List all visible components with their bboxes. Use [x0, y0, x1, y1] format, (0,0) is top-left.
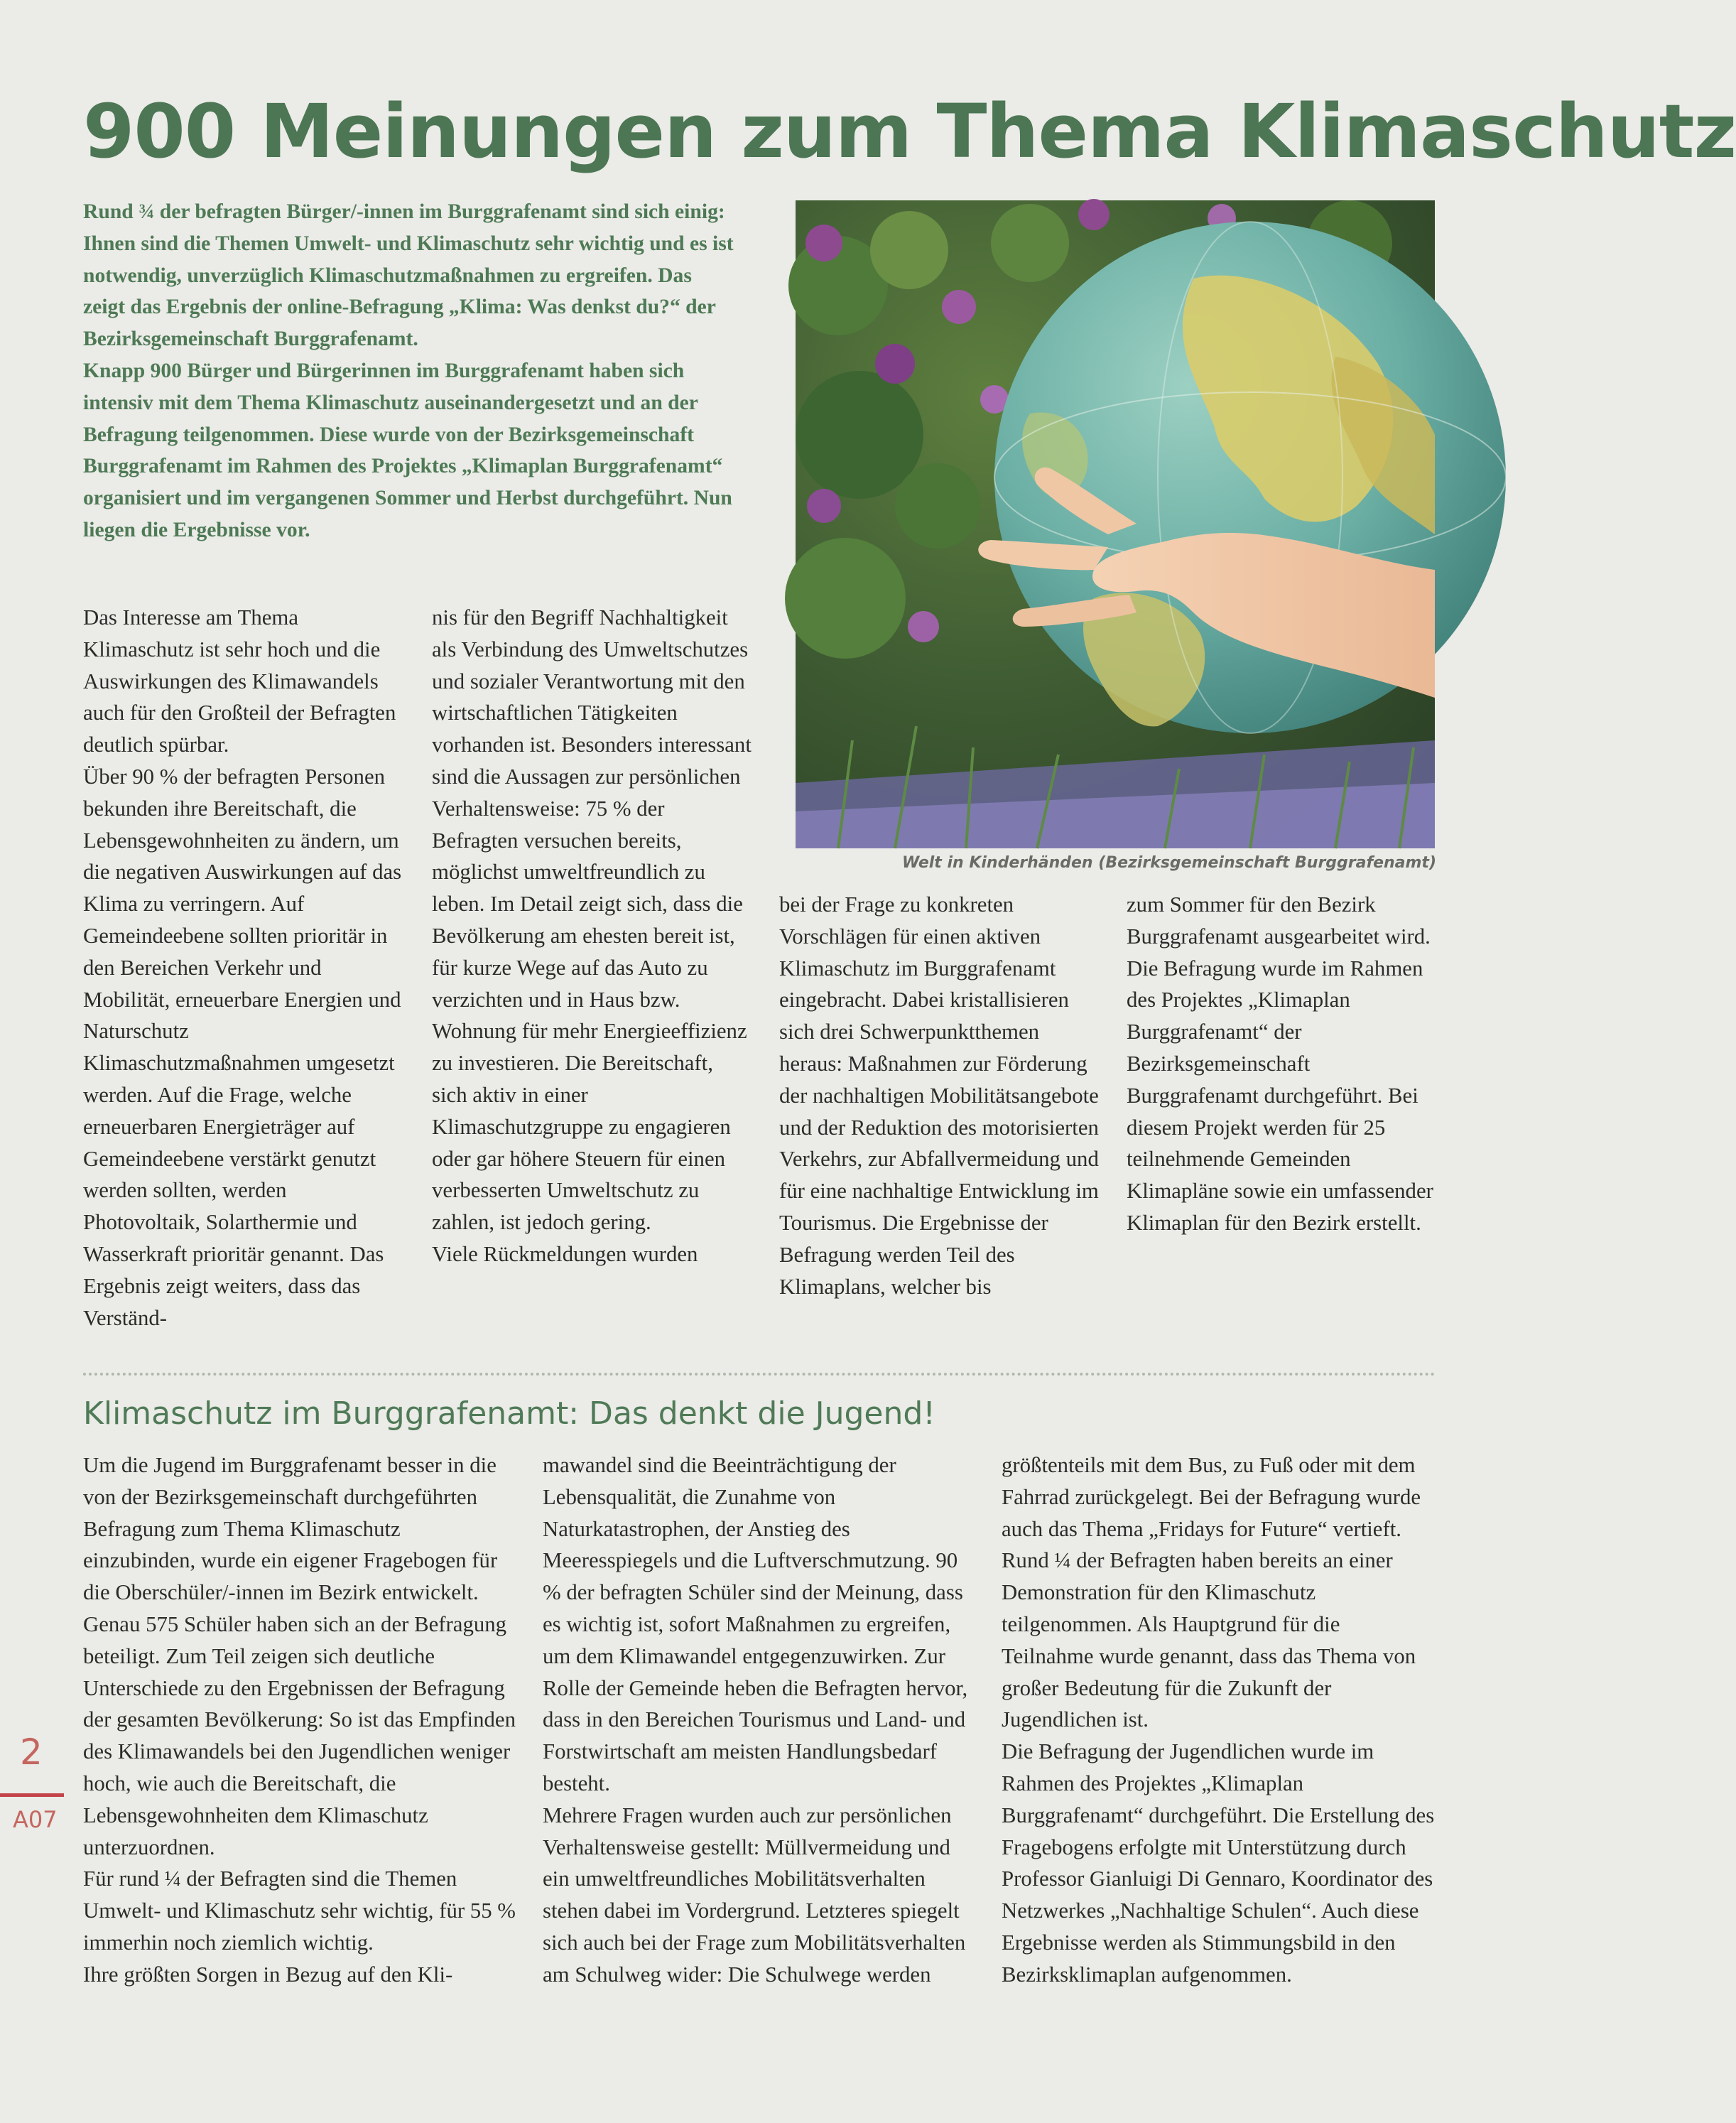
youth-section-title: Klimaschutz im Burggrafenamt: Das denkt die Jugend!	[83, 1395, 935, 1432]
body-paragraph: Viele Rückmeldungen wurden	[432, 1241, 698, 1266]
page-code: A07	[13, 1806, 58, 1833]
body-paragraph: Das Interesse am Thema Klimaschutz ist sehr hoch und die Auswirkungen des Klimawandels auch für den Großteil der Befragten deutlich spürbar.	[83, 605, 396, 757]
image-caption: Welt in Kinderhänden (Bezirksgemeinschaft Burggrafenamt)	[901, 854, 1436, 872]
section-divider	[83, 1373, 1436, 1376]
body-paragraph: Um die Jugend im Burggrafenamt besser in die von der Bezirksgemeinschaft durchgeführten Befragung zum Thema Klimaschutz einzubinden, wurde ein eigener Fragebogen für die Oberschüler/-innen im Bezirk entwickelt. Genau 575 Schüler haben sich an der Befragung beteiligt. Zum Teil zeigen sich deutliche Unterschiede zu den Ergebnissen der Befragung der gesamten Bevölkerung: So ist das Empfinden des Klimawandels bei den Jugendlichen weniger hoch, wie auch die Bereitschaft, die Lebensgewohnheiten dem Klimaschutz unterzuordnen.	[83, 1453, 516, 1859]
globe-in-child-hands-image	[796, 200, 1435, 848]
article-column-1	[83, 602, 404, 1334]
body-paragraph: nis für den Begriff Nachhaltigkeit als Verbindung des Umweltschutzes und sozialer Verantwortung mit den wirtschaftlichen Tätigkeiten vorhanden ist. Besonders interessant sind die Aussagen zur persönlichen Verhaltensweise: 75 % der Befragten versuchen bereits, möglichst umweltfreundlich zu leben. Im Detail zeigt sich, dass die Bevölkerung am ehesten bereit ist, für kurze Wege auf das Auto zu verzichten und in Haus bzw. Wohnung für mehr Energieeffizienz zu investieren. Die Bereitschaft, sich aktiv in einer Klimaschutzgruppe zu engagieren oder gar höhere Steuern für einen verbesserten Umweltschutz zu zahlen, ist jedoch gering.	[432, 605, 752, 1235]
article-column-2	[432, 602, 752, 1270]
article-lead	[83, 196, 737, 546]
youth-column-1	[83, 1449, 518, 1991]
body-paragraph: Über 90 % der befragten Personen bekunden ihre Bereitschaft, die Lebensgewohnheiten zu ändern, um die negativen Auswirkungen auf das Klima zu verringern. Auf Gemeindeebene sollten prioritär in den Bereichen Verkehr und Mobilität, erneuerbare Energien und Naturschutz Klimaschutzmaßnahmen umgesetzt werden. Auf die Frage, welche erneuerbaren Energieträger auf Gemeindeebene verstärkt genutzt werden sollten, werden Photovoltaik, Solarthermie und Wasserkraft prioritär genannt. Das Ergebnis zeigt weiters, dass das Verständ-	[83, 764, 402, 1330]
page-marker-rule	[0, 1793, 64, 1797]
body-paragraph: größtenteils mit dem Bus, zu Fuß oder mit dem Fahrrad zurückgelegt. Bei der Befragung wurde auch das Thema „Fridays for Future“ vertieft. Rund ¼ der Befragten haben bereits an einer Demonstration für den Klimaschutz teilgenommen. Als Hauptgrund für die Teilnahme wurde genannt, dass das Thema von großer Bedeutung für die Zukunft der Jugendlichen ist.	[1002, 1453, 1421, 1732]
body-paragraph: Für rund ¼ der Befragten sind die Themen Umwelt- und Klimaschutz sehr wichtig, für 55 % immerhin noch ziemlich wichtig.	[83, 1867, 516, 1955]
youth-column-2	[543, 1449, 975, 1991]
article-column-4	[1127, 889, 1446, 1239]
page-number: 2	[20, 1732, 43, 1773]
lead-paragraph: Knapp 900 Bürger und Bürgerinnen im Burggrafenamt haben sich intensiv mit dem Thema Klimaschutz auseinandergesetzt und an der Befragung teilgenommen. Diese wurde von der Bezirksgemeinschaft Burggrafenamt im Rahmen des Projektes „Klimaplan Burggrafenamt“ organisiert und im vergangenen Sommer und Herbst durchgeführt. Nun liegen die Ergebnisse vor.	[83, 359, 732, 541]
body-paragraph: Die Befragung wurde im Rahmen des Projektes „Klimaplan Burggrafenamt“ der Bezirksgemeinschaft Burggrafenamt durchgeführt. Bei diesem Projekt werden für 25 teilnehmende Gemeinden Klimapläne sowie ein umfassender Klimaplan für den Bezirk erstellt.	[1127, 956, 1433, 1235]
lead-paragraph: Rund ¾ der befragten Bürger/-innen im Burggrafenamt sind sich einig: Ihnen sind die Themen Umwelt- und Klimaschutz sehr wichtig und es ist notwendig, unverzüglich Klimaschutzmaßnahmen zu ergreifen. Das zeigt das Ergebnis der online-Befragung „Klima: Was denkst du?“ der Bezirksgemeinschaft Burggrafenamt.	[83, 200, 734, 351]
body-paragraph: mawandel sind die Beeinträchtigung der Lebensqualität, die Zunahme von Naturkatastrophen, der Anstieg des Meeresspiegels und die Luftverschmutzung. 90 % der befragten Schüler sind der Meinung, dass es wichtig ist, sofort Maßnahmen zu ergreifen, um dem Klimawandel entgegenzuwirken. Zur Rolle der Gemeinde heben die Befragten hervor, dass in den Bereichen Tourismus und Land- und Forstwirtschaft am meisten Handlungsbedarf besteht.	[543, 1453, 968, 1795]
body-paragraph: Ihre größten Sorgen in Bezug auf den Kli-	[83, 1962, 453, 1987]
body-paragraph: zum Sommer für den Bezirk Burggrafenamt ausgearbeitet wird.	[1127, 892, 1431, 949]
body-paragraph: Die Befragung der Jugendlichen wurde im Rahmen des Projektes „Klimaplan Burggrafenamt“ durchgeführt. Die Erstellung des Fragebogens erfolgte mit Unterstützung durch Professor Gianluigi Di Gennaro, Koordinator des Netzwerkes „Nachhaltige Schulen“. Auch diese Ergebnisse werden als Stimmungsbild in den Bezirksklimaplan aufgenommen.	[1002, 1739, 1435, 1987]
youth-column-3	[1002, 1449, 1436, 1991]
body-paragraph: Mehrere Fragen wurden auch zur persönlichen Verhaltensweise gestellt: Müllvermeidung und ein umweltfreundliches Mobilitätsverhalten stehen dabei im Vordergrund. Letzteres spiegelt sich auch bei der Frage zum Mobilitätsverhalten am Schulweg wider: Die Schulwege werden	[543, 1803, 966, 1987]
article-title: 900 Meinungen zum Thema Klimaschutz	[83, 88, 1736, 175]
article-column-3	[779, 889, 1100, 1302]
body-paragraph: bei der Frage zu konkreten Vorschlägen für einen aktiven Klimaschutz im Burggrafenamt eingebracht. Dabei kristallisieren sich drei Schwerpunktthemen heraus: Maßnahmen zur Förderung der nachhaltigen Mobilitätsangebote und der Reduktion des motorisierten Verkehrs, zur Abfallvermeidung und für eine nachhaltige Entwicklung im Tourismus. Die Ergebnisse der Befragung werden Teil des Klimaplans, welcher bis	[779, 892, 1099, 1299]
globe-photo	[796, 200, 1435, 848]
